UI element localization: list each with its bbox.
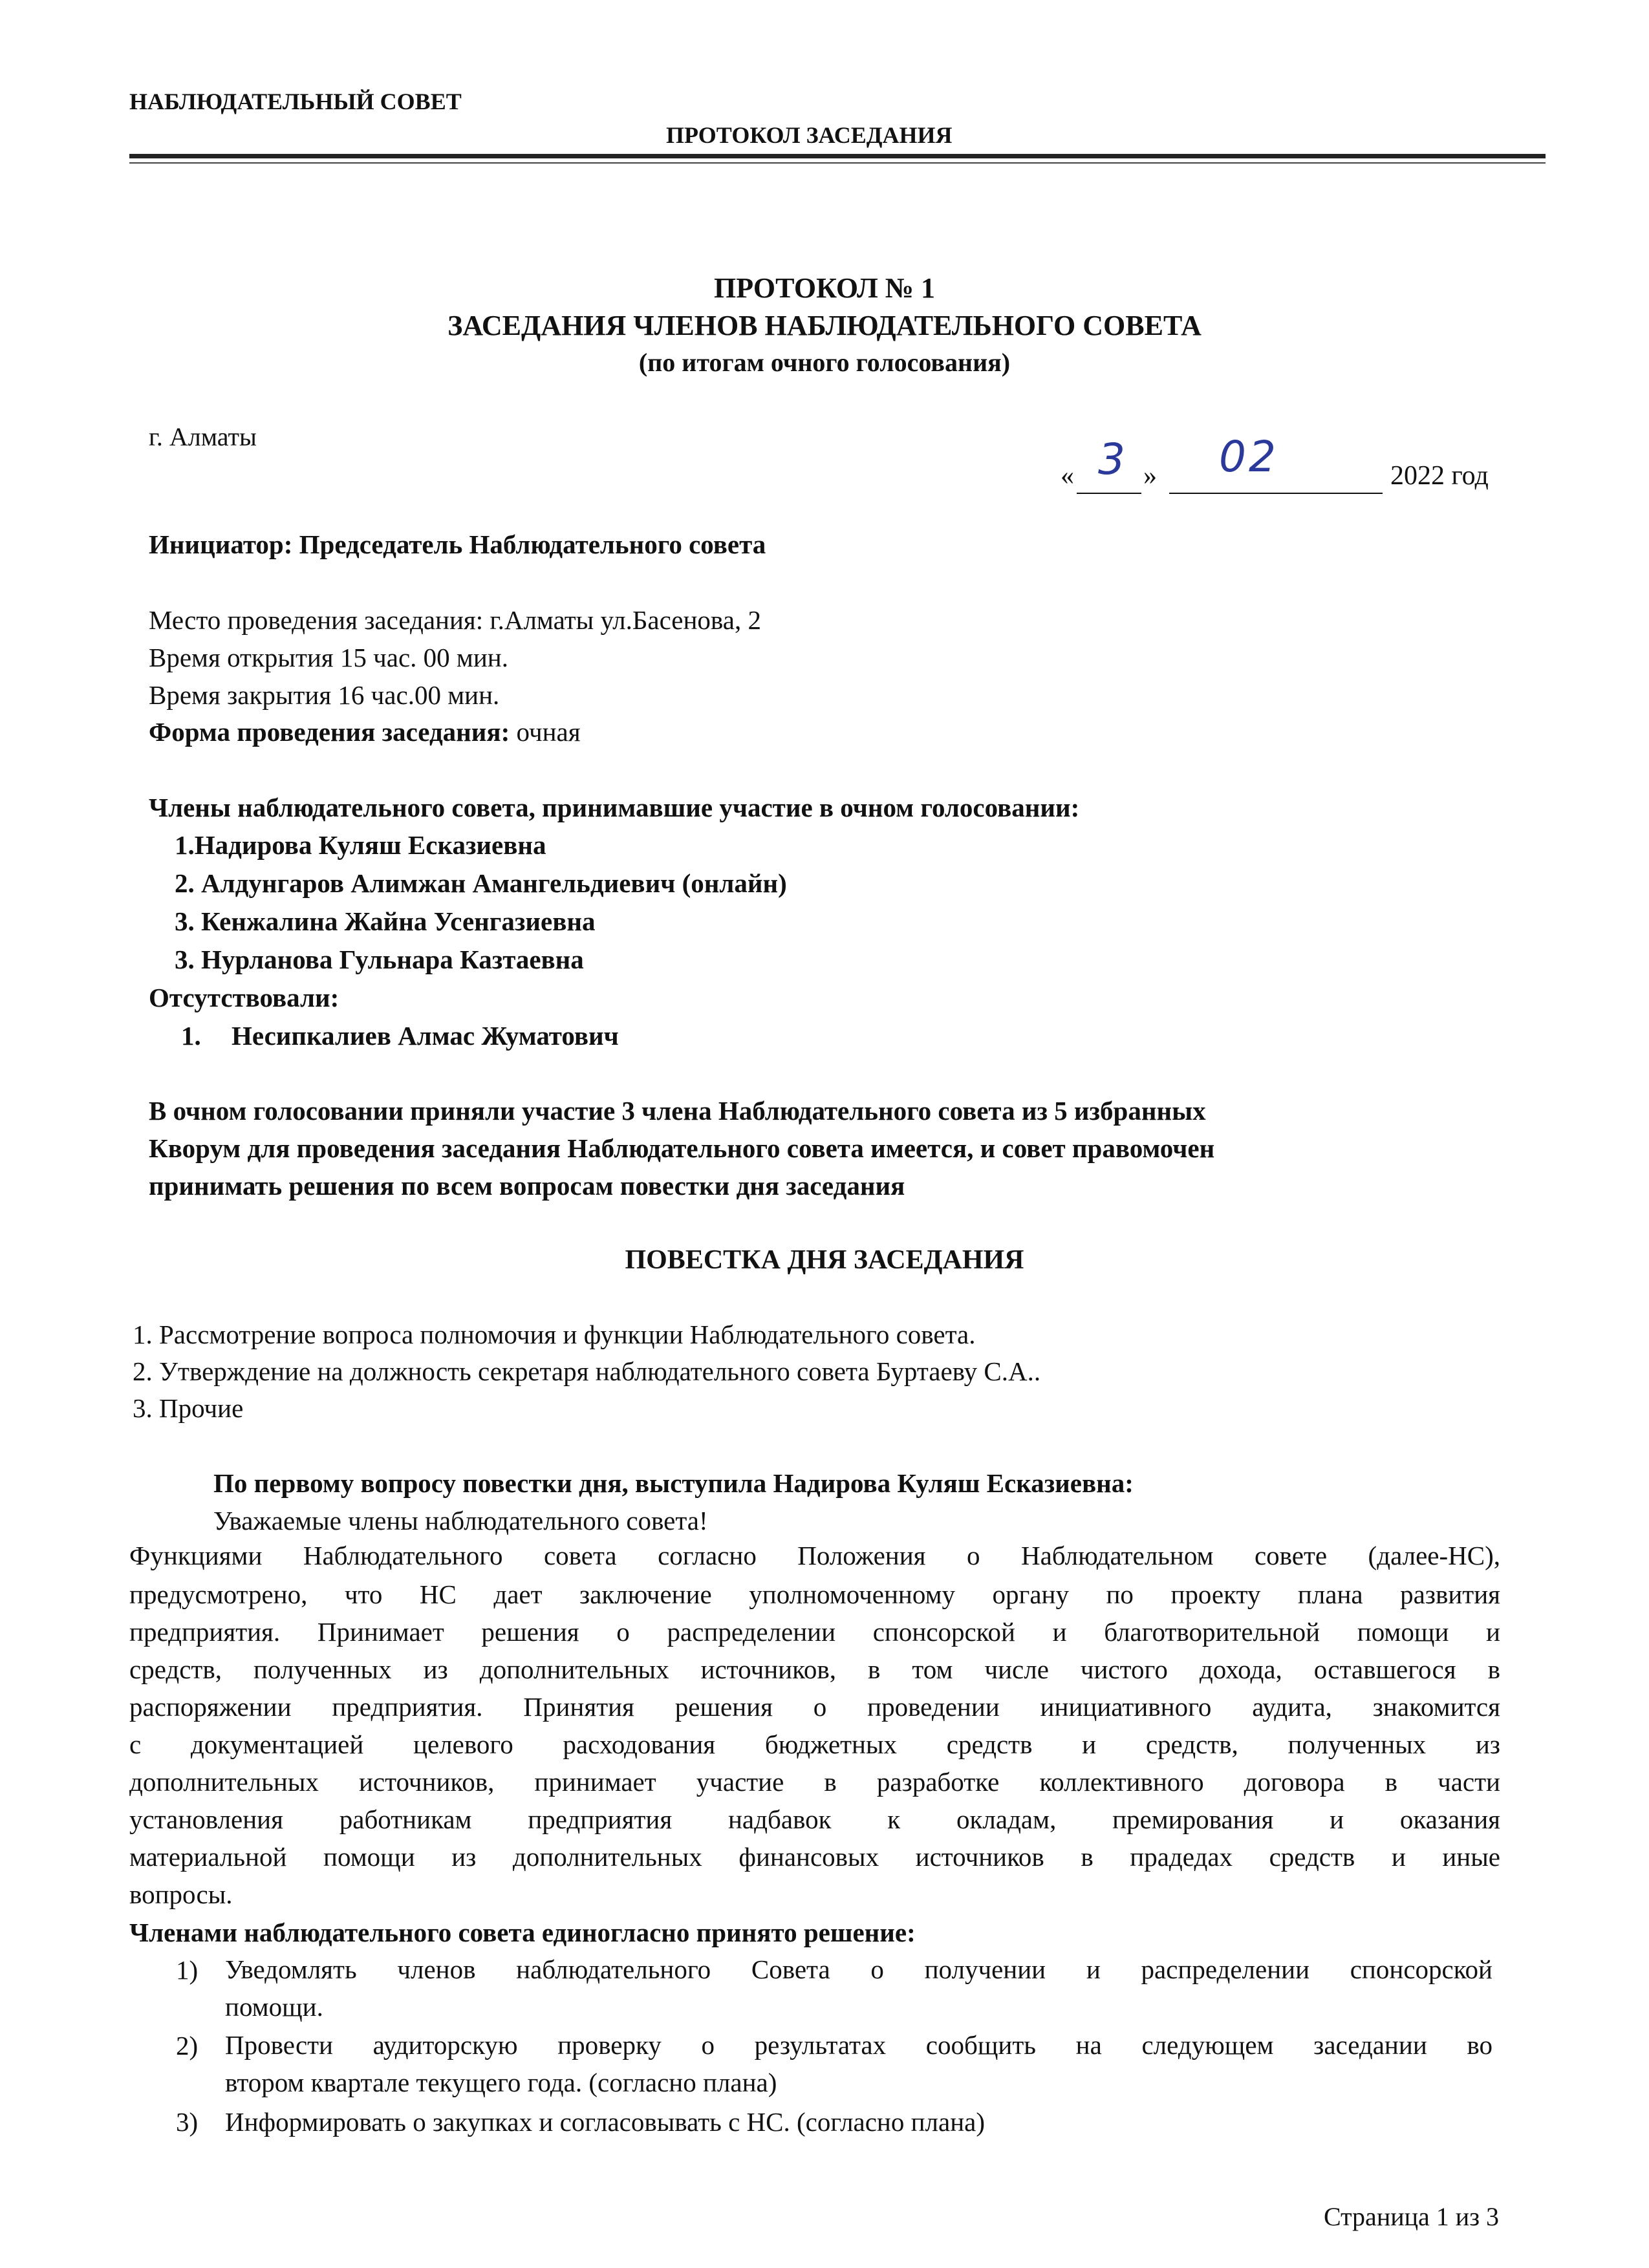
absent-heading: Отсутствовали:	[149, 983, 339, 1012]
functions-line: вопросы.	[129, 1879, 233, 1909]
decision-number: 3)	[176, 2107, 199, 2137]
agenda-item: 2. Утверждение на должность секретаря наблюдательного совета Буртаеву С.А..	[133, 1356, 1041, 1386]
member-item: 3. Кенжалина Жайна Усенгазиевна	[175, 906, 596, 936]
decision-number: 1)	[176, 1955, 199, 1985]
decision-text: Провести аудиторскую проверку о результатах сообщить на следующем заседании во	[225, 2030, 1493, 2060]
member-item: 2. Алдунгаров Алимжан Амангельдиевич (онлайн)	[175, 868, 787, 898]
functions-line: средств, полученных из дополнительных источников, в том числе чистого дохода, оставшегося в	[129, 1654, 1500, 1684]
agenda-item: 1. Рассмотрение вопроса полномочия и функции Наблюдательного совета.	[133, 1320, 976, 1349]
initiator-value: : Председатель Наблюдательного совета	[283, 530, 766, 559]
first-question-heading: По первому вопросу повестки дня, выступила Надирова Куляш Есказиевна:	[213, 1468, 1134, 1498]
member-item: 3. Нурланова Гульнара Казтаевна	[175, 945, 584, 974]
quorum-line: Кворум для проведения заседания Наблюдательного совета имеется, и совет правомочен	[149, 1133, 1215, 1163]
decision-text: Информировать о закупках и согласовывать с НС. (согласно плана)	[225, 2107, 986, 2137]
decision-text: втором квартале текущего года. (согласно плана)	[225, 2068, 777, 2097]
meeting-form	[149, 716, 581, 747]
decision-text: Уведомлять членов наблюдательного Совета о получении и распределении спонсорской	[225, 1954, 1493, 1984]
header-rule-thin	[129, 162, 1546, 164]
member-item: 1.Надирова Куляш Есказиевна	[175, 830, 546, 860]
initiator-label: Инициатор	[149, 530, 284, 559]
protocol-subtitle: ЗАСЕДАНИЯ ЧЛЕНОВ НАБЛЮДАТЕЛЬНОГО СОВЕТА	[447, 310, 1202, 341]
page-number: Страница 1 из 3	[1323, 2202, 1499, 2231]
date-year: 2022 год	[1390, 461, 1489, 491]
decision-number: 2)	[176, 2031, 199, 2060]
date-month: 02	[1219, 432, 1278, 482]
agenda-item: 3. Прочие	[133, 1393, 244, 1423]
header-rule	[129, 154, 1546, 158]
agenda-heading: ПОВЕСТКА ДНЯ ЗАСЕДАНИЯ	[625, 1245, 1024, 1275]
functions-line: предусмотрено, что НС дает заключение уполномоченному органу по проекту плана развития	[129, 1579, 1500, 1609]
functions-line: распоряжении предприятия. Принятия решения о проведении инициативного аудита, знакомится	[129, 1692, 1500, 1722]
meeting-form-label: Форма проведения заседания:	[149, 717, 510, 747]
meeting-form-value: очная	[510, 717, 581, 747]
document-type-header: ПРОТОКОЛ ЗАСЕДАНИЯ	[666, 122, 953, 148]
date-close-quote: »	[1143, 461, 1157, 491]
protocol-voting-type: (по итогам очного голосования)	[638, 348, 1011, 377]
city: г. Алматы	[149, 422, 257, 451]
meeting-close-time: Время закрытия 16 час.00 мин.	[149, 680, 500, 710]
absent-member: Несипкалиев Алмас Жуматович	[232, 1021, 619, 1051]
functions-line: установления работникам предприятия надбавок к окладам, премирования и оказания	[129, 1804, 1500, 1834]
protocol-title: ПРОТОКОЛ № 1	[714, 272, 935, 304]
functions-line: предприятия. Принимает решения о распределении спонсорской и благотворительной помощи и	[129, 1617, 1500, 1647]
date-open-quote: «	[1061, 461, 1074, 491]
decision-text: помощи.	[225, 1992, 323, 2022]
date-day-underline	[1077, 493, 1141, 494]
functions-line: материальной помощи из дополнительных финансовых источников в прадедах средств и иные	[129, 1842, 1500, 1872]
meeting-open-time: Время открытия 15 час. 00 мин.	[149, 643, 509, 672]
greeting: Уважаемые члены наблюдательного совета!	[213, 1506, 708, 1535]
functions-line: Функциями Наблюдательного совета согласно Положения о Наблюдательном совете (далее-НС),	[129, 1541, 1500, 1570]
organization-header: НАБЛЮДАТЕЛЬНЫЙ СОВЕТ	[129, 89, 462, 114]
quorum-line: принимать решения по всем вопросам повестки дня заседания	[149, 1171, 905, 1201]
members-heading: Члены наблюдательного совета, принимавшие участие в очном голосовании:	[149, 793, 1080, 822]
decision-heading: Членами наблюдательного совета единогласно принято решение:	[129, 1918, 916, 1947]
absent-number: 1.	[181, 1021, 201, 1051]
date-month-underline	[1169, 493, 1383, 494]
quorum-line: В очном голосовании приняли участие 3 члена Наблюдательного совета из 5 избранных	[149, 1096, 1206, 1126]
functions-line: с документацией целевого расходования бюджетных средств и средств, полученных из	[129, 1729, 1500, 1759]
meeting-place: Место проведения заседания: г.Алматы ул.Басенова, 2	[149, 605, 761, 635]
initiator	[149, 529, 766, 560]
functions-line: дополнительных источников, принимает участие в разработке коллективного договора в части	[129, 1767, 1500, 1797]
date-day: 3	[1098, 434, 1128, 484]
